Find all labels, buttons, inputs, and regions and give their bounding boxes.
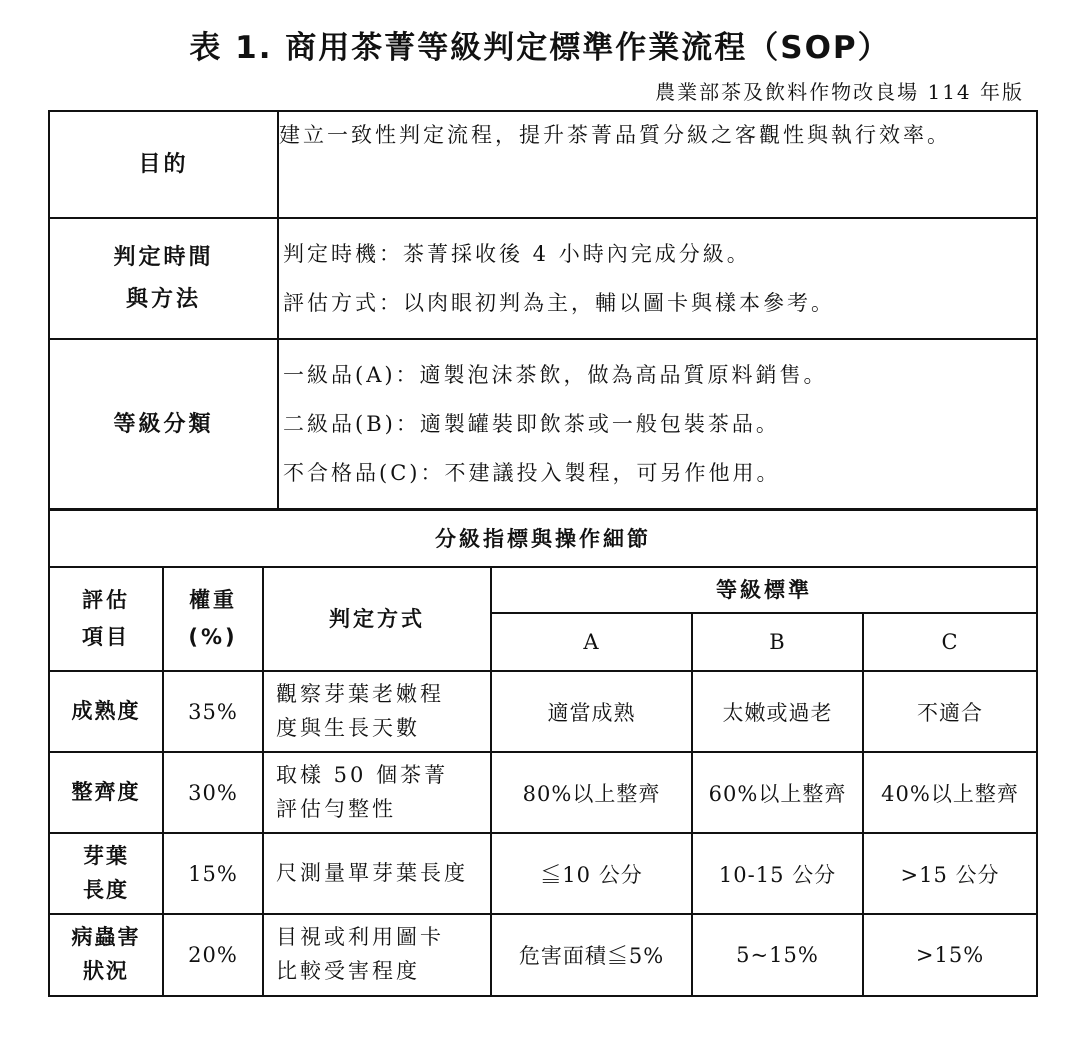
grade-line: 二級品(B)：適製罐裝即飲茶或一般包裝茶品。 bbox=[283, 412, 780, 436]
row-item-line1: 整齊度 bbox=[71, 779, 141, 804]
row-grade-c: >15 公分 bbox=[863, 833, 1037, 914]
row-grade-b: 5~15% bbox=[692, 914, 863, 996]
row-method-line2: 度與生長天數 bbox=[276, 715, 420, 740]
row-item bbox=[49, 752, 163, 833]
row-grade-c: 不適合 bbox=[863, 671, 1037, 752]
header-method: 判定方式 bbox=[263, 567, 491, 671]
row-method-line2: 評估勻整性 bbox=[276, 796, 396, 821]
timing-line: 評估方式：以肉眼初判為主，輔以圖卡與樣本參考。 bbox=[283, 290, 835, 315]
row-item-line1: 成熟度 bbox=[71, 698, 141, 723]
table-row bbox=[49, 671, 1037, 752]
row-weight: 35% bbox=[163, 671, 263, 752]
row-weight: 15% bbox=[163, 833, 263, 914]
row-item-line2: 長度 bbox=[83, 877, 129, 902]
row-grade-b: 太嫩或過老 bbox=[692, 671, 863, 752]
row-grade-a: 適當成熟 bbox=[491, 671, 692, 752]
row-method-line1: 取樣 50 個茶菁 bbox=[276, 762, 449, 787]
row-method bbox=[263, 752, 491, 833]
grades-label: 等級分類 bbox=[49, 339, 278, 510]
timing-row bbox=[49, 218, 1037, 339]
row-weight: 30% bbox=[163, 752, 263, 833]
row-method bbox=[263, 833, 491, 914]
document-subtitle: 農業部茶及飲料作物改良場 114 年版 bbox=[655, 80, 1024, 104]
header-item bbox=[49, 567, 163, 671]
grades-row bbox=[49, 339, 1037, 510]
purpose-row bbox=[49, 111, 1037, 218]
header-item-line2: 項目 bbox=[82, 625, 130, 649]
row-grade-a: ≦10 公分 bbox=[491, 833, 692, 914]
timing-label-line1: 判定時間 bbox=[113, 244, 214, 270]
section-title: 分級指標與操作細節 bbox=[49, 509, 1037, 567]
row-item bbox=[49, 914, 163, 996]
row-method-line1: 尺測量單芽葉長度 bbox=[276, 860, 468, 885]
header-weight-line2: (%) bbox=[188, 625, 238, 649]
header-weight-line1: 權重 bbox=[189, 588, 237, 613]
row-method bbox=[263, 914, 491, 996]
timing-label bbox=[49, 218, 278, 339]
grades-content bbox=[278, 339, 1037, 510]
purpose-text: 建立一致性判定流程，提升茶菁品質分級之客觀性與執行效率。 bbox=[278, 111, 1037, 218]
row-item-line1: 病蟲害 bbox=[71, 925, 141, 950]
row-method-line2: 比較受害程度 bbox=[276, 959, 420, 983]
row-grade-c: 40%以上整齊 bbox=[863, 752, 1037, 833]
row-grade-c: >15% bbox=[863, 914, 1037, 996]
row-grade-b: 60%以上整齊 bbox=[692, 752, 863, 833]
header-grade-a: A bbox=[491, 613, 692, 671]
section-title-row bbox=[49, 509, 1037, 567]
header-grade-b: B bbox=[692, 613, 863, 671]
row-method bbox=[263, 671, 491, 752]
header-item-line1: 評估 bbox=[82, 588, 130, 613]
row-item bbox=[49, 671, 163, 752]
table-row bbox=[49, 752, 1037, 833]
grade-line: 一級品(A)：適製泡沫茶飲，做為高品質原料銷售。 bbox=[283, 363, 828, 387]
header-weight bbox=[163, 567, 263, 671]
criteria-table bbox=[48, 508, 1038, 997]
row-grade-a: 危害面積≦5% bbox=[491, 914, 692, 996]
table-row bbox=[49, 914, 1037, 996]
timing-content bbox=[278, 218, 1037, 339]
row-item bbox=[49, 833, 163, 914]
header-row-1 bbox=[49, 567, 1037, 613]
timing-label-line2: 與方法 bbox=[125, 286, 201, 312]
row-grade-a: 80%以上整齊 bbox=[491, 752, 692, 833]
row-method-line1: 目視或利用圖卡 bbox=[276, 925, 444, 950]
row-item-line1: 芽葉 bbox=[83, 843, 129, 868]
row-method-line1: 觀察芽葉老嫩程 bbox=[276, 681, 444, 706]
row-grade-b: 10-15 公分 bbox=[692, 833, 863, 914]
row-item-line2: 狀況 bbox=[83, 959, 129, 983]
sop-info-table bbox=[48, 110, 1038, 511]
table-row bbox=[49, 833, 1037, 914]
header-grade-standard: 等級標準 bbox=[491, 567, 1037, 613]
purpose-label: 目的 bbox=[49, 111, 278, 218]
grade-line: 不合格品(C)：不建議投入製程，可另作他用。 bbox=[283, 461, 781, 485]
row-weight: 20% bbox=[163, 914, 263, 996]
document-title: 表 1. 商用茶菁等級判定標準作業流程（SOP） bbox=[189, 30, 891, 66]
header-grade-c: C bbox=[863, 613, 1037, 671]
timing-line: 判定時機：茶菁採收後 4 小時內完成分級。 bbox=[283, 241, 751, 266]
